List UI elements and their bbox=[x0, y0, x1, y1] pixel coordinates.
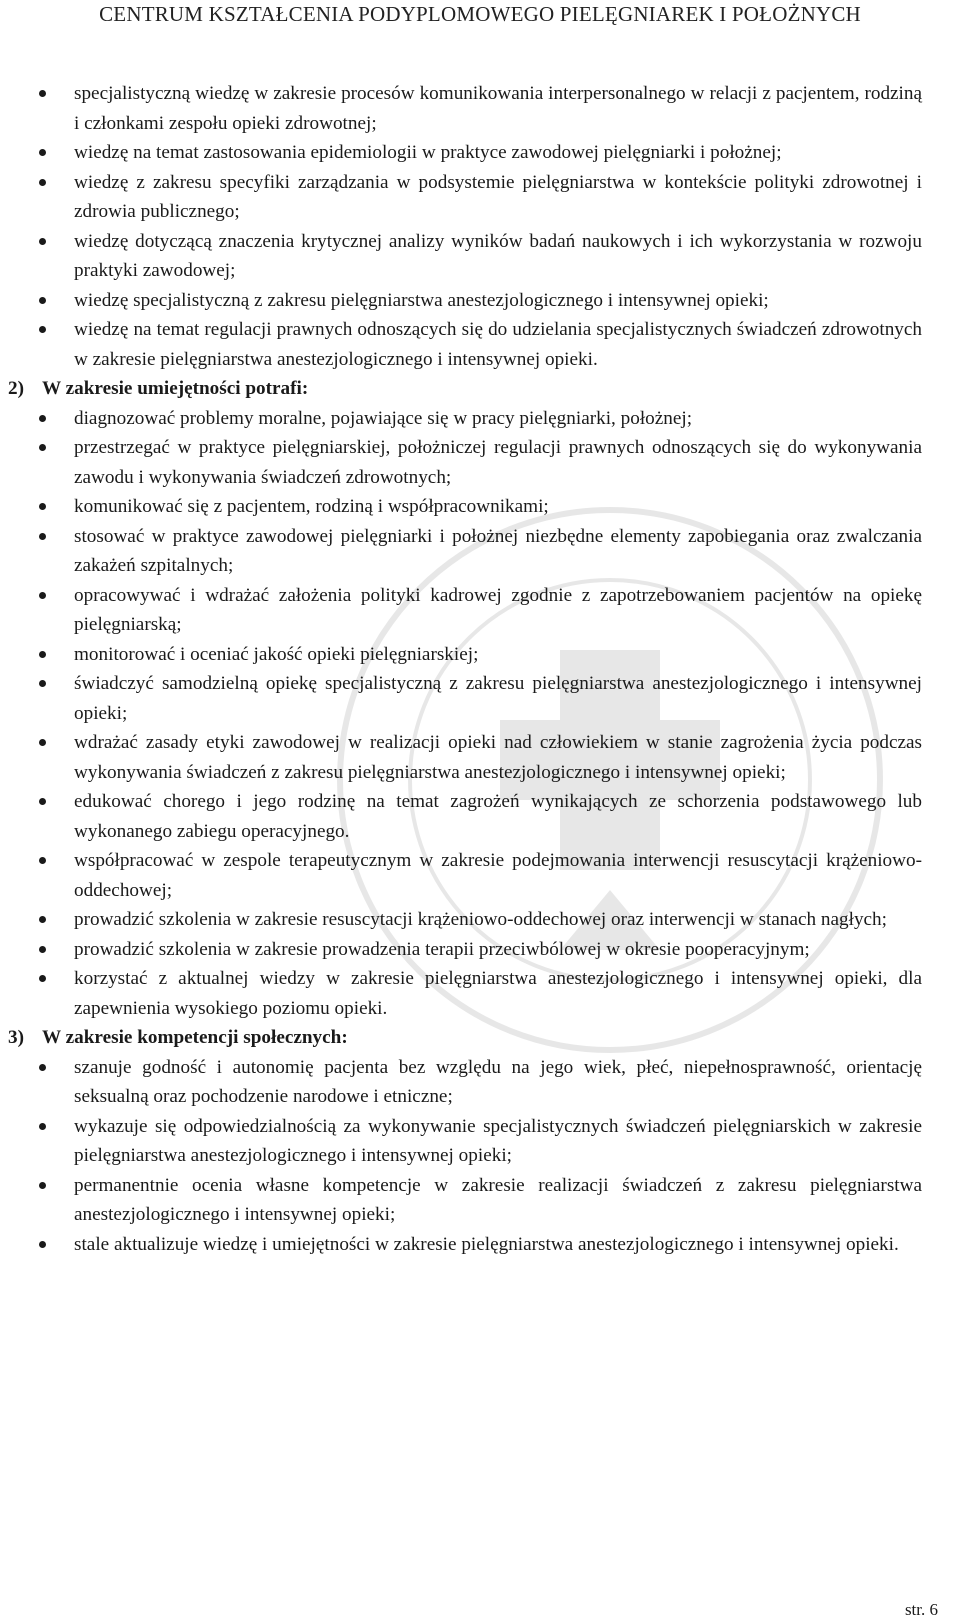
list-item-text: wiedzę na temat zastosowania epidemiologii w praktyce zawodowej pielęgniarki i położnej; bbox=[74, 142, 782, 163]
list-item-text: wiedzę z zakresu specyfiki zarządzania w podsystemie pielęgniarstwa w kontekście polityki zdrowotnej i zdrowia publicznego; bbox=[74, 171, 922, 222]
bullet-icon bbox=[39, 651, 46, 658]
list-item bbox=[8, 1112, 922, 1171]
list-item bbox=[8, 669, 922, 728]
bullet-icon bbox=[39, 415, 46, 422]
bullet-icon bbox=[39, 916, 46, 923]
list-item-text: wiedzę na temat regulacji prawnych odnoszących się do udzielania specjalistycznych świadczeń zdrowotnych w zakresie pielęgniarstwa anestezjologicznego i intensywnej opieki. bbox=[74, 319, 922, 370]
bullet-icon bbox=[39, 1123, 46, 1130]
skills-list bbox=[8, 404, 922, 1024]
list-item-text: wdrażać zasady etyki zawodowej w realizacji opieki nad człowiekiem w stanie zagrożenia życia podczas wykonywania świadczeń z zakresu pielęgniarstwa anestezjologicznego i intensywnej opieki; bbox=[74, 732, 922, 783]
list-item bbox=[8, 964, 922, 1023]
bullet-icon bbox=[39, 975, 46, 982]
document-body bbox=[8, 79, 922, 1259]
list-item bbox=[8, 905, 922, 935]
bullet-icon bbox=[39, 149, 46, 156]
page-header: CENTRUM KSZTAŁCENIA PODYPLOMOWEGO PIELĘGNIAREK I POŁOŻNYCH bbox=[99, 2, 861, 26]
bullet-icon bbox=[39, 297, 46, 304]
list-item bbox=[8, 1171, 922, 1230]
bullet-icon bbox=[39, 1241, 46, 1248]
bullet-icon bbox=[39, 444, 46, 451]
list-item-text: opracowywać i wdrażać założenia polityki kadrowej zgodnie z zapotrzebowaniem pacjentów na opiekę pielęgniarską; bbox=[74, 584, 922, 635]
list-item-text: prowadzić szkolenia w zakresie prowadzenia terapii przeciwbólowej w okresie pooperacyjnym; bbox=[74, 938, 810, 960]
list-item bbox=[8, 1230, 922, 1260]
list-item-text: stosować w praktyce zawodowej pielęgniarki i położnej niezbędne elementy zapobiegania oraz zwalczania zakażeń szpitalnych; bbox=[74, 525, 922, 576]
page-number: str. 6 bbox=[904, 1600, 938, 1619]
list-item-text: diagnozować problemy moralne, pojawiające się w pracy pielęgniarki, położnej; bbox=[74, 407, 693, 429]
bullet-icon bbox=[39, 503, 46, 510]
bullet-icon bbox=[39, 798, 46, 805]
bullet-icon bbox=[39, 238, 46, 245]
bullet-icon bbox=[39, 1182, 46, 1189]
list-item bbox=[8, 581, 922, 640]
list-item-text: świadczyć samodzielną opiekę specjalistyczną z zakresu pielęgniarstwa anestezjologicznego i intensywnej opieki; bbox=[74, 673, 922, 724]
list-item-text: szanuje godność i autonomię pacjenta bez względu na jego wiek, płeć, niepełnosprawność, orientację seksualną oraz pochodzenie narodowe i etniczne; bbox=[74, 1056, 922, 1107]
list-item-text: edukować chorego i jego rodzinę na temat zagrożeń wynikających ze schorzenia podstawowego lub wykonanego zabiegu operacyjnego. bbox=[74, 791, 922, 842]
list-item bbox=[8, 168, 922, 227]
skills-section-heading bbox=[8, 374, 922, 404]
list-item bbox=[8, 79, 922, 138]
bullet-icon bbox=[39, 326, 46, 333]
list-item-text: prowadzić szkolenia w zakresie resuscytacji krążeniowo-oddechowej oraz interwencji w stanach nagłych; bbox=[74, 909, 887, 930]
section-title: W zakresie kompetencji społecznych: bbox=[42, 1027, 348, 1048]
list-item bbox=[8, 492, 922, 522]
list-item bbox=[8, 522, 922, 581]
bullet-icon bbox=[39, 946, 46, 953]
bullet-icon bbox=[39, 592, 46, 599]
list-item bbox=[8, 640, 922, 670]
list-item bbox=[8, 315, 922, 374]
list-item bbox=[8, 935, 922, 965]
list-item-text: wiedzę specjalistyczną z zakresu pielęgniarstwa anestezjologicznego i intensywnej opieki; bbox=[74, 289, 769, 311]
social-competence-list bbox=[8, 1053, 922, 1260]
section-title: W zakresie umiejętności potrafi: bbox=[42, 378, 309, 399]
knowledge-list bbox=[8, 79, 922, 374]
social-competence-section-heading bbox=[8, 1023, 922, 1053]
list-item bbox=[8, 227, 922, 286]
list-item-text: wiedzę dotyczącą znaczenia krytycznej analizy wyników badań naukowych i ich wykorzystania w rozwoju praktyki zawodowej; bbox=[74, 230, 922, 281]
list-item-text: współpracować w zespole terapeutycznym w zakresie podejmowania interwencji resuscytacji krążeniowo-oddechowej; bbox=[74, 850, 922, 901]
bullet-icon bbox=[39, 1064, 46, 1071]
list-item-text: permanentnie ocenia własne kompetencje w zakresie realizacji świadczeń z zakresu pielęgniarstwa anestezjologicznego i intensywnej opieki; bbox=[74, 1174, 922, 1225]
list-item-text: komunikować się z pacjentem, rodziną i współpracownikami; bbox=[74, 496, 549, 517]
list-item-text: korzystać z aktualnej wiedzy w zakresie pielęgniarstwa anestezjologicznego i intensywnej opieki, dla zapewnienia wysokiego poziomu opieki. bbox=[74, 968, 922, 1019]
bullet-icon bbox=[39, 739, 46, 746]
bullet-icon bbox=[39, 857, 46, 864]
section-number: 3) bbox=[8, 1027, 24, 1048]
list-item bbox=[8, 787, 922, 846]
list-item-text: specjalistyczną wiedzę w zakresie procesów komunikowania interpersonalnego w relacji z pacjentem, rodziną i członkami zespołu opieki zdrowotnej; bbox=[74, 83, 922, 134]
bullet-icon bbox=[39, 680, 46, 687]
bullet-icon bbox=[39, 533, 46, 540]
list-item bbox=[8, 286, 922, 316]
list-item bbox=[8, 846, 922, 905]
list-item-text: przestrzegać w praktyce pielęgniarskiej, położniczej regulacji prawnych odnoszących się do wykonywania zawodu i wykonywania świadczeń zdrowotnych; bbox=[74, 437, 922, 488]
list-item-text: wykazuje się odpowiedzialnością za wykonywanie specjalistycznych świadczeń pielęgniarskich w zakresie pielęgniarstwa anestezjologicznego i intensywnej opieki; bbox=[74, 1115, 922, 1166]
list-item bbox=[8, 728, 922, 787]
bullet-icon bbox=[39, 90, 46, 97]
bullet-icon bbox=[39, 179, 46, 186]
list-item-text: monitorować i oceniać jakość opieki pielęgniarskiej; bbox=[74, 643, 479, 665]
list-item bbox=[8, 433, 922, 492]
section-number: 2) bbox=[8, 378, 24, 399]
list-item bbox=[8, 138, 922, 168]
list-item bbox=[8, 404, 922, 434]
list-item bbox=[8, 1053, 922, 1112]
list-item-text: stale aktualizuje wiedzę i umiejętności w zakresie pielęgniarstwa anestezjologicznego i intensywnej opieki. bbox=[74, 1233, 899, 1255]
